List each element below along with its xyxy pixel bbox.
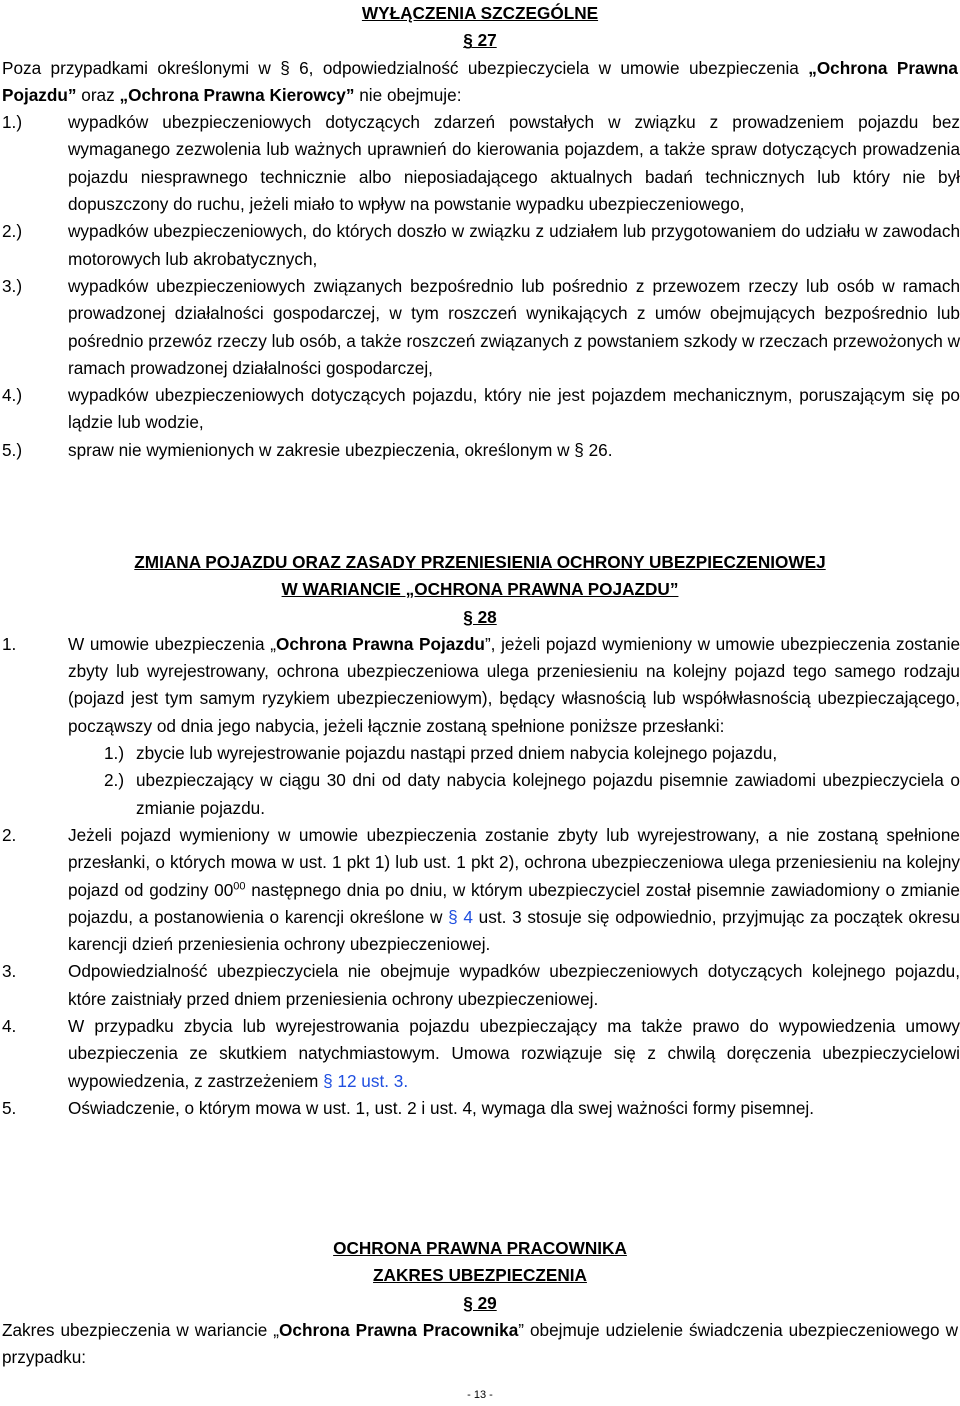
sub-number: 2.)	[104, 770, 125, 791]
list-number: 1.)	[2, 112, 23, 133]
p2-superscript: 00	[233, 879, 246, 892]
list-number: 2.)	[2, 221, 23, 242]
p29-text-a: Zakres ubezpieczenia w wariancie „	[2, 1319, 280, 1340]
heading-ochrona-pracownika: OCHRONA PRAWNA PRACOWNIKA	[333, 1238, 627, 1258]
page-number: - 13 -	[467, 1389, 493, 1401]
list-text: wypadków ubezpieczeniowych, do których doszło w związku z udziałem lub przygotowaniem do udziału w zawodach motorowych lub akrobatycznych,	[68, 221, 960, 269]
list-number: 2.	[2, 824, 17, 845]
list-number: 4.	[2, 1016, 17, 1037]
section-number-29: § 29	[463, 1292, 497, 1313]
link-paragraph-12[interactable]: § 12 ust. 3.	[323, 1070, 409, 1091]
intro-text-3: nie obejmuje:	[354, 84, 462, 105]
paragraph-28-5	[0, 1095, 960, 1122]
paragraph-29	[0, 1317, 960, 1372]
heading-wylaczenia: WYŁĄCZENIA SZCZEGÓLNE	[361, 3, 599, 23]
list-number: 5.	[2, 1097, 17, 1118]
exclusion-item	[0, 109, 960, 218]
heading-zmiana-pojazdu: ZMIANA POJAZDU ORAZ ZASADY PRZENIESIENIA OCHRONY UBEZPIECZENIOWEJ	[134, 552, 826, 572]
sub-text: zbycie lub wyrejestrowanie pojazdu nastąpi przed dniem nabycia kolejnego pojazdu,	[136, 743, 778, 764]
p3-text: Odpowiedzialność ubezpieczyciela nie obejmuje wypadków ubezpieczeniowych dotyczących kolejnego pojazdu, które zaistniały przed dniem przeniesienia ochrony ubezpieczeniowej.	[68, 961, 960, 1009]
p29-bold: Ochrona Prawna Pracownika	[279, 1319, 519, 1340]
exclusions-list	[0, 109, 960, 464]
sub-item-1	[0, 740, 960, 767]
section-number-28: § 28	[463, 606, 497, 627]
list-text: wypadków ubezpieczeniowych dotyczących pojazdu, który nie jest pojazdem mechanicznym, poruszającym się po lądzie lub wodzie,	[68, 385, 960, 433]
list-number: 5.)	[2, 439, 23, 460]
paragraph-28-3	[0, 958, 960, 1013]
heading-wariant: W WARIANCIE „OCHRONA PRAWNA POJAZDU”	[281, 579, 679, 600]
intro-paragraph	[0, 55, 960, 110]
intro-bold-1: „Ochrona Prawna Pojazdu”	[2, 57, 958, 105]
paragraph-28-2	[0, 822, 960, 958]
link-paragraph-4[interactable]: § 4	[448, 906, 473, 927]
list-text: spraw nie wymienionych w zakresie ubezpieczenia, określonym w § 26.	[68, 439, 613, 460]
sub-text: ubezpieczający w ciągu 30 dni od daty nabycia kolejnego pojazdu pisemnie zawiadomi ubezpieczyciela o zmianie pojazdu.	[136, 770, 960, 818]
list-number: 3.)	[2, 275, 23, 296]
list-number: 4.)	[2, 385, 23, 406]
p2-text-c: ust. 3 stosuje się odpowiednio, przyjmując za początek okresu karencji dzień przeniesienia ochrony ubezpieczeniowej.	[68, 906, 960, 955]
list-number: 3.	[2, 961, 17, 982]
section-29	[0, 1235, 960, 1371]
p5-text: Oświadczenie, o którym mowa w ust. 1, ust. 2 i ust. 4, wymaga dla swej ważności formy pisemnej.	[68, 1097, 815, 1118]
section-28	[0, 549, 960, 1122]
p29-text-c: ” obejmuje udzielenie świadczenia ubezpieczeniowego w przypadku:	[2, 1319, 958, 1368]
p1-text-c: ”, jeżeli pojazd wymieniony w umowie ubezpieczenia zostanie zbyty lub wyrejestrowany, ochrona ubezpieczeniowa ulega przeniesieniu na kolejny pojazd tego samego rodzaju (pojazd jest tym samym ryzykiem ubezpieczeniowym), będący własnością lub współwłasnością ubezpieczającego, począwszy od dnia jego nabycia, jeżeli łącznie zostaną spełnione poniższe przesłanki:	[68, 633, 960, 736]
intro-bold-2: „Ochrona Prawna Kierowcy”	[119, 84, 355, 105]
p1-bold: Ochrona Prawna Pojazdu	[275, 633, 485, 654]
p1-text-a: W umowie ubezpieczenia „	[68, 633, 276, 654]
p2-text-a: Jeżeli pojazd wymieniony w umowie ubezpieczenia zostanie zbyty lub wyrejestrowany, a nie zostaną spełnione przesłanki, o których mowa w ust. 1 pkt 1) lub ust. 1 pkt 2), ochrona ubezpieczeniowa ulega przeniesieniu na kolejny pojazd od godziny 00	[68, 824, 960, 900]
exclusion-item	[0, 437, 960, 464]
heading-zakres: ZAKRES UBEZPIECZENIA	[373, 1265, 587, 1286]
p4-text: W przypadku zbycia lub wyrejestrowania pojazdu ubezpieczający ma także prawo do wypowiedzenia umowy ubezpieczenia ze skutkiem natychmiastowym. Umowa rozwiązuje się z chwilą doręczenia ubezpieczycielowi wypowiedzenia, z zastrzeżeniem	[68, 1016, 960, 1091]
sub-number: 1.)	[104, 743, 125, 764]
list-text: wypadków ubezpieczeniowych związanych bezpośrednio lub pośrednio z przewozem rzeczy lub osób w ramach prowadzonej działalności gospodarczej, w tym roszczeń wynikających z umów obejmujących bezpośrednio lub pośrednio przewóz rzeczy lub osób, a także roszczeń związanych z powstaniem szkody w rzeczach przewożonych w ramach prowadzonej działalności gospodarczej,	[68, 275, 960, 378]
paragraph-28-4	[0, 1013, 960, 1095]
exclusion-item	[0, 382, 960, 437]
exclusion-item	[0, 273, 960, 382]
intro-text: Poza przypadkami określonymi w § 6, odpowiedzialność ubezpieczyciela w umowie ubezpieczenia	[2, 57, 799, 78]
p2-text-b: następnego dnia po dniu, w którym ubezpieczyciel został pisemnie zawiadomiony o zmianie pojazdu, a postanowienia o karencji określone w	[68, 879, 960, 927]
section-27	[0, 0, 960, 464]
sub-item-2	[0, 767, 960, 822]
intro-text-2: oraz	[76, 84, 120, 105]
exclusion-item	[0, 218, 960, 273]
paragraph-28-1	[0, 631, 960, 740]
list-text: wypadków ubezpieczeniowych dotyczących zdarzeń powstałych w związku z prowadzeniem pojazdu bez wymaganego zezwolenia lub ważnych uprawnień do kierowania pojazdem, a także spraw dotyczących prowadzenia pojazdu niesprawnego technicznie albo nieposiadającego aktualnych badań technicznych lub który nie był dopuszczony do ruchu, jeżeli miało to wpływ na powstanie wypadku ubezpieczeniowego,	[68, 112, 960, 215]
section-number-27: § 27	[463, 30, 497, 51]
list-number: 1.	[2, 633, 17, 654]
